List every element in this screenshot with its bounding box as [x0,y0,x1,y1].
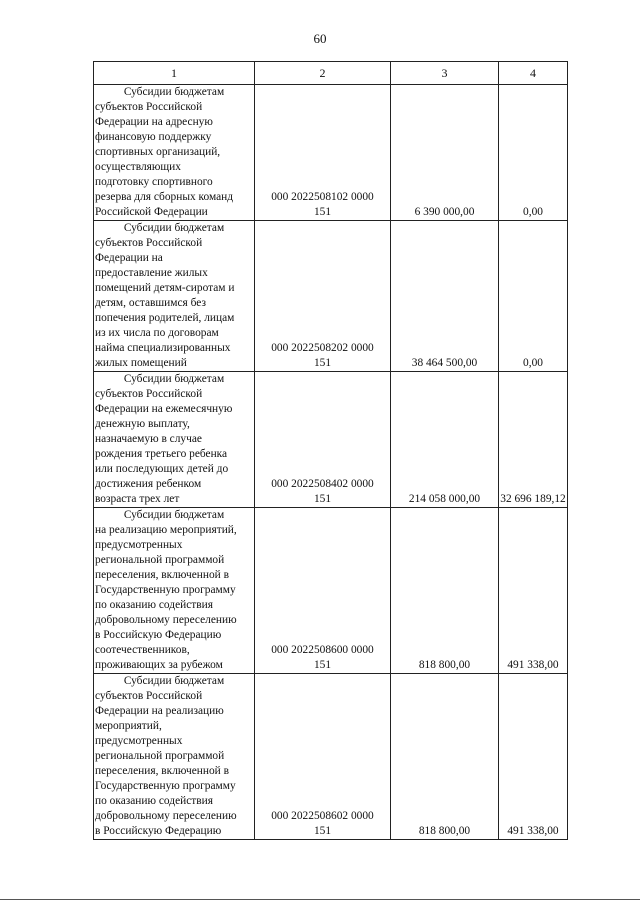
row-name-line: детям, оставшимся без [95,297,206,309]
row-name-line: Субсидии бюджетам [123,222,225,234]
row-code-cell [255,508,391,674]
row-name-cell [94,508,255,674]
row-code-cell [255,372,391,508]
row-code-cell [255,85,391,221]
row-name-line: осуществляющих [95,161,181,173]
row-name-line: проживающих за рубежом [95,659,223,671]
row-executed-cell: 0,00 [499,85,568,221]
row-code-line: 151 [313,825,332,837]
row-code-line: 151 [313,357,332,369]
row-code-line: 000 2022508402 0000 [271,478,374,490]
row-amount-cell: 6 390 000,00 [391,85,499,221]
row-code-line: 000 2022508102 0000 [271,191,374,203]
row-name-line: Субсидии бюджетам [123,675,225,687]
column-header-1: 1 [94,62,255,85]
row-name-line: субъектов Российской [95,690,203,702]
row-name-line: субъектов Российской [95,101,203,113]
row-code-line: 000 2022508600 0000 [271,644,374,656]
row-name-cell [94,674,255,840]
row-name-cell [94,221,255,372]
row-name-line: Российской Федерации [95,206,208,218]
row-name-line: субъектов Российской [95,237,203,249]
row-code-line: 000 2022508202 0000 [271,342,374,354]
row-name-line: в Российскую Федерацию [95,629,222,641]
row-name-line: по оказанию содействия [95,795,213,807]
row-name-line: найма специализированных [95,342,231,354]
column-header-4: 4 [499,62,568,85]
row-code-line: 151 [313,659,332,671]
row-name-line: резерва для сборных команд [95,191,234,203]
row-name-line: назначаемую в случае [95,433,202,445]
row-amount-cell: 214 058 000,00 [391,372,499,508]
row-code-line: 151 [313,206,332,218]
table-row [94,508,568,674]
row-name-line: переселения, включенной в [95,569,229,581]
row-name-line: на реализацию мероприятий, [95,524,237,536]
row-executed-cell: 491 338,00 [499,674,568,840]
row-executed-cell: 32 696 189,12 [499,372,568,508]
row-code-cell [255,221,391,372]
row-name-line: в Российскую Федерацию [95,825,222,837]
row-name-line: добровольному переселению [95,810,237,822]
budget-table [93,61,568,840]
row-code-line: 000 2022508602 0000 [271,810,374,822]
table-row [94,674,568,840]
row-name-line: региональной программой [95,554,225,566]
row-name-cell [94,372,255,508]
row-name-line: достижения ребенком [95,478,202,490]
row-name-line: предусмотренных [95,735,183,747]
page-number: 60 [313,31,327,46]
row-executed-cell: 491 338,00 [499,508,568,674]
row-amount-cell: 38 464 500,00 [391,221,499,372]
row-name-line: субъектов Российской [95,388,203,400]
row-amount-cell: 818 800,00 [391,508,499,674]
table-row [94,372,568,508]
row-name-line: по оказанию содействия [95,599,213,611]
row-name-cell [94,85,255,221]
row-name-line: или последующих детей до [95,463,229,475]
row-name-line: переселения, включенной в [95,765,229,777]
page-bottom-rule [0,899,640,900]
row-name-line: попечения родителей, лицам [95,312,235,324]
row-name-line: предусмотренных [95,539,183,551]
row-name-line: помещений детям-сиротам и [95,282,235,294]
row-amount-cell: 818 800,00 [391,674,499,840]
row-name-line: Государственную программу [95,780,236,792]
row-name-line: мероприятий, [95,720,162,732]
table-row [94,221,568,372]
row-name-line: возраста трех лет [95,493,180,505]
row-name-line: Федерации на ежемесячную [95,403,233,415]
row-name-line: Федерации на адресную [95,116,213,128]
row-code-line: 151 [313,493,332,505]
row-name-line: спортивных организаций, [95,146,221,158]
row-name-line: Субсидии бюджетам [123,509,225,521]
row-name-line: региональной программой [95,750,225,762]
table-row [94,85,568,221]
column-header-2: 2 [255,62,391,85]
row-name-line: добровольному переселению [95,614,237,626]
row-name-line: Субсидии бюджетам [123,86,225,98]
row-name-line: Государственную программу [95,584,236,596]
column-header-3: 3 [391,62,499,85]
header-row [94,62,568,85]
row-name-line: подготовку спортивного [95,176,213,188]
row-name-line: жилых помещений [95,357,187,369]
row-executed-cell: 0,00 [499,221,568,372]
row-code-cell [255,674,391,840]
row-name-line: предоставление жилых [95,267,208,279]
row-name-line: Федерации на [95,252,163,264]
row-name-line: соотечественников, [95,644,190,656]
row-name-line: рождения третьего ребенка [95,448,228,460]
row-name-line: Субсидии бюджетам [123,373,225,385]
row-name-line: финансовую поддержку [95,131,212,143]
row-name-line: из их числа по договорам [95,327,219,339]
row-name-line: денежную выплату, [95,418,190,430]
row-name-line: Федерации на реализацию [95,705,224,717]
